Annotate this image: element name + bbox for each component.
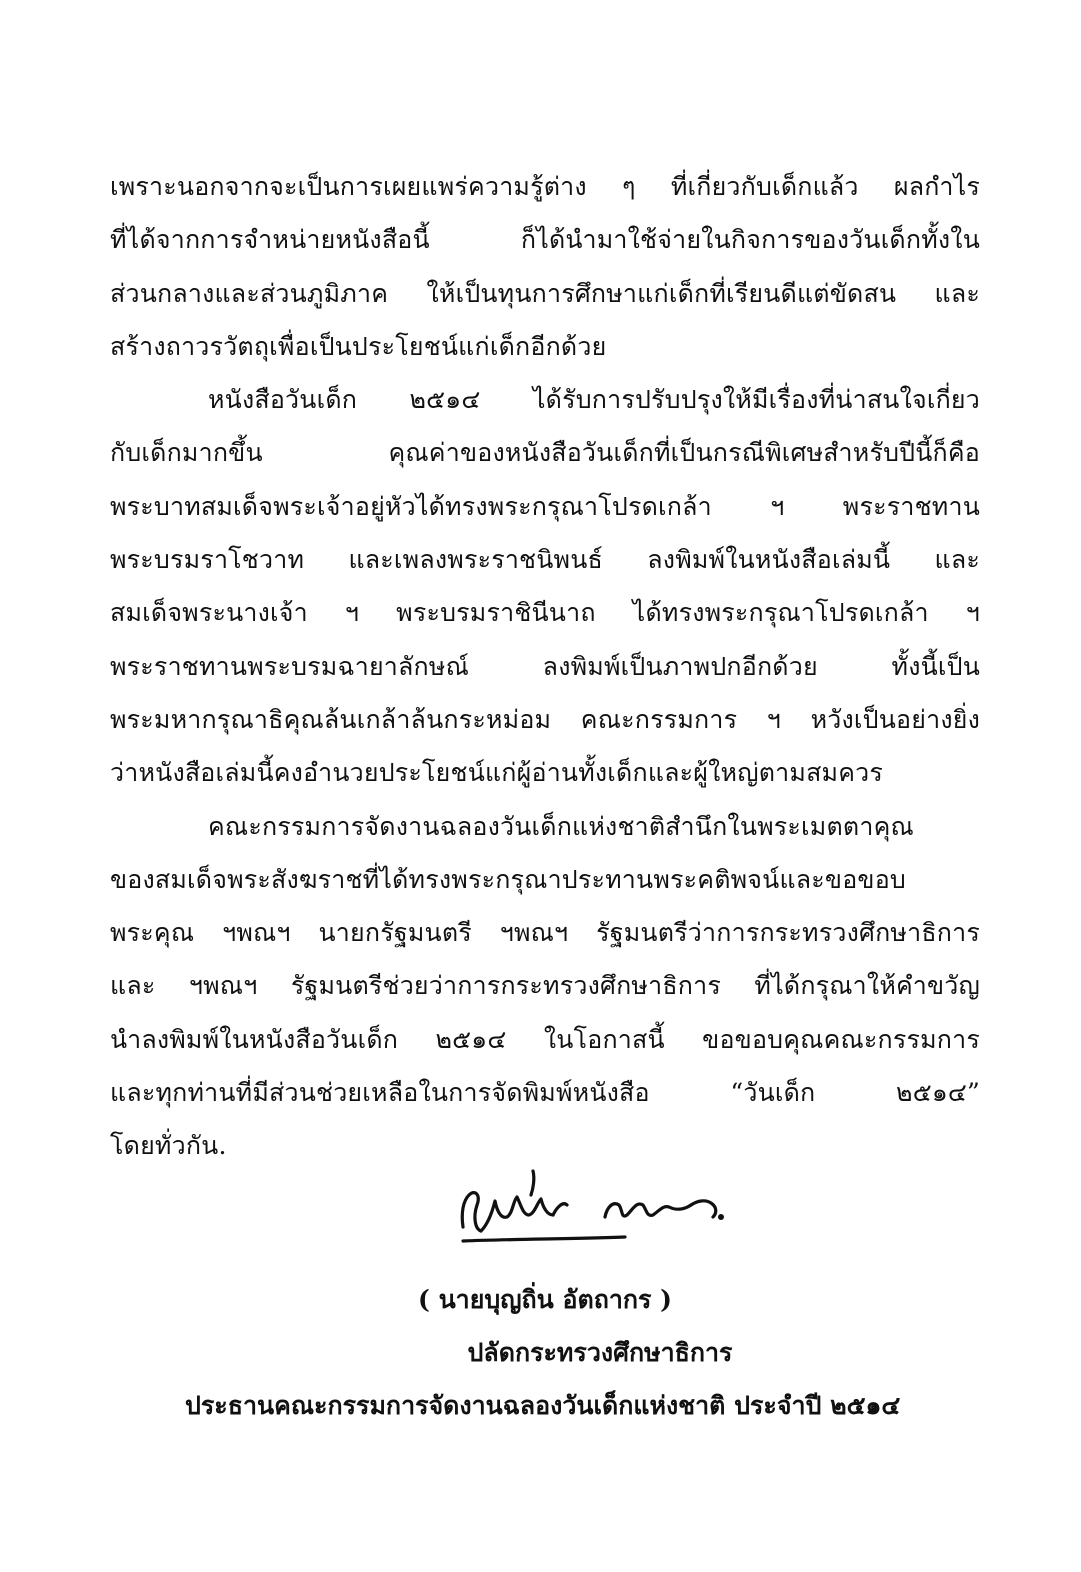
body-line: ว่าหนังสือเล่มนี้คงอำนวยประโยชน์แก่ผู้อ่านทั้งเด็กและผู้ใหญ่ตามสมควร — [110, 758, 884, 788]
body-line: กับเด็กมากขึ้น คุณค่าของหนังสือวันเด็กที่เป็นกรณีพิเศษสำหรับปีนี้ก็คือ — [110, 438, 980, 468]
body-line: คณะกรรมการจัดงานฉลองวันเด็กแห่งชาติสำนึกในพระเมตตาคุณ — [208, 811, 914, 841]
body-line: นำลงพิมพ์ในหนังสือวันเด็ก ๒๕๑๔ ในโอกาสนี้ ขอขอบคุณคณะกรรมการ — [110, 1024, 980, 1054]
body-line: เพราะนอกจากจะเป็นการเผยแพร่ความรู้ต่าง ๆ ที่เกี่ยวกับเด็กแล้ว ผลกำไร — [110, 172, 980, 201]
handwritten-signature — [455, 1165, 745, 1245]
signatory-position: ปลัดกระทรวงศึกษาธิการ — [467, 1338, 733, 1367]
body-line: พระมหากรุณาธิคุณล้นเกล้าล้นกระหม่อม คณะกรรมการ ฯ หวังเป็นอย่างยิ่ง — [110, 704, 980, 734]
body-line: พระคุณ ฯพณฯ นายกรัฐมนตรี ฯพณฯ รัฐมนตรีว่าการกระทรวงศึกษาธิการ — [110, 918, 980, 948]
letter-body — [110, 160, 980, 1173]
body-line: ของสมเด็จพระสังฆราชที่ได้ทรงพระกรุณาประทานพระคติพจน์และขอขอบ — [110, 864, 906, 894]
body-line: สร้างถาวรวัตถุเพื่อเป็นประโยชน์แก่เด็กอีกด้วย — [110, 331, 607, 361]
body-line: โดยทั่วกัน. — [110, 1131, 227, 1161]
body-line: หนังสือวันเด็ก ๒๕๑๔ ได้รับการปรับปรุงให้มีเรื่องที่น่าสนใจเกี่ยว — [208, 385, 980, 415]
body-line: และ ฯพณฯ รัฐมนตรีช่วยว่าการกระทรวงศึกษาธิการ ที่ได้กรุณาให้คำขวัญ — [110, 971, 980, 1001]
body-line: พระบรมราโชวาท และเพลงพระราชนิพนธ์ ลงพิมพ์ในหนังสือเล่มนี้ และ — [110, 545, 980, 575]
body-line: สมเด็จพระนางเจ้า ฯ พระบรมราชินีนาถ ได้ทรงพระกรุณาโปรดเกล้า ฯ — [110, 598, 980, 628]
body-line: และทุกท่านที่มีส่วนช่วยเหลือในการจัดพิมพ์หนังสือ “วันเด็ก ๒๕๑๔” — [110, 1078, 980, 1108]
signatory-role: ประธานคณะกรรมการจัดงานฉลองวันเด็กแห่งชาติ ประจำปี ๒๕๑๔ — [185, 1391, 901, 1420]
body-line: ที่ได้จากการจำหน่ายหนังสือนี้ ก็ได้นำมาใช้จ่ายในกิจการของวันเด็กทั้งใน — [110, 225, 980, 255]
signatory-name: ( นายบุญถิ่น อัตถากร ) — [418, 1285, 672, 1314]
body-line: พระบาทสมเด็จพระเจ้าอยู่หัวได้ทรงพระกรุณาโปรดเกล้า ฯ พระราชทาน — [110, 491, 980, 521]
body-line: ส่วนกลางและส่วนภูมิภาค ให้เป็นทุนการศึกษาแก่เด็กที่เรียนดีแต่ขัดสน และ — [110, 278, 980, 308]
body-line: พระราชทานพระบรมฉายาลักษณ์ ลงพิมพ์เป็นภาพปกอีกด้วย ทั้งนี้เป็น — [110, 651, 980, 681]
